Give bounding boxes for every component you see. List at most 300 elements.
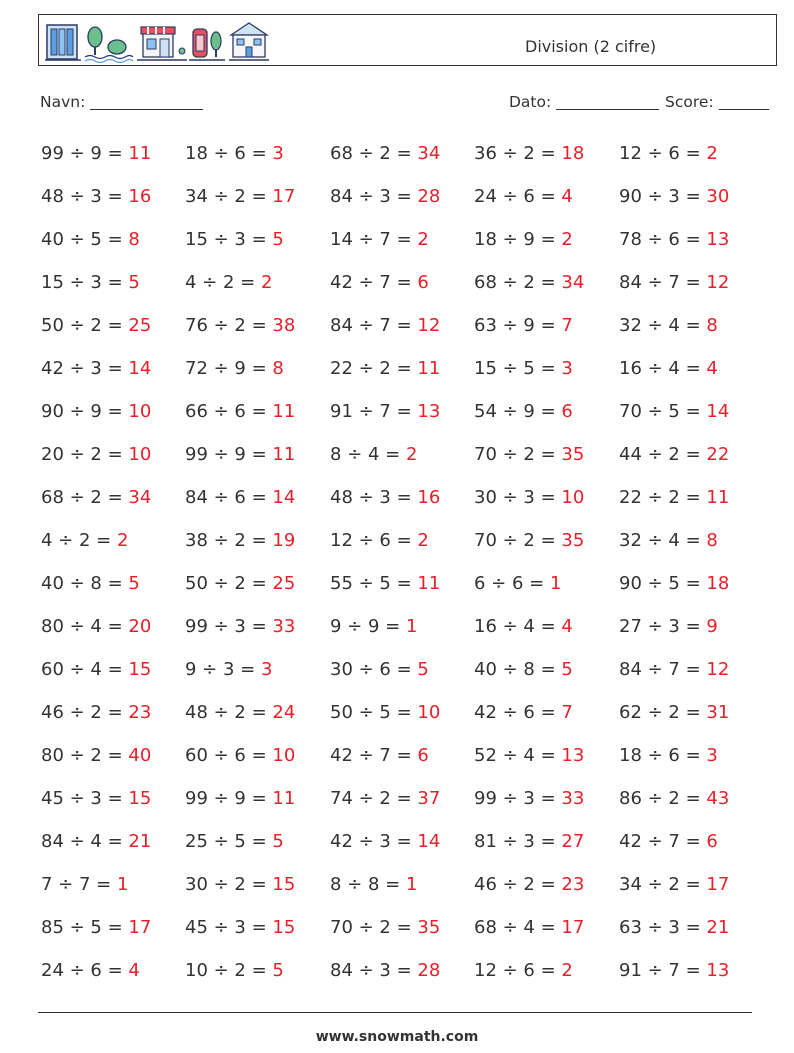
problem-answer: 2 [116,530,129,551]
division-problem [619,616,718,637]
division-problem [330,530,429,551]
problem-answer: 10 [128,444,152,465]
problem-question: 30 ÷ 6 = [330,659,418,680]
problem-question: 74 ÷ 2 = [330,788,418,809]
problem-question: 60 ÷ 4 = [41,659,129,680]
problem-question: 24 ÷ 6 = [474,186,562,207]
problem-answer: 16 [417,487,441,508]
problem-answer: 8 [272,358,284,379]
division-problem [619,917,729,938]
division-problem [41,702,151,723]
problem-answer: 14 [706,401,730,422]
footer-url: www.snowmath.com [315,1029,479,1045]
problem-question: 42 ÷ 3 = [41,358,129,379]
problem-answer: 7 [561,315,573,336]
division-problem [474,315,573,336]
problem-question: 40 ÷ 5 = [41,229,129,250]
division-problem [185,960,284,981]
problem-answer: 6 [706,831,718,852]
problem-question: 68 ÷ 2 = [474,272,562,293]
division-problem [619,960,729,981]
problem-answer: 14 [417,831,441,852]
problem-answer: 11 [706,487,730,508]
name-field [40,93,203,111]
division-problem [185,401,295,422]
header-box [38,14,777,66]
problem-answer: 15 [272,874,296,895]
division-problem [619,530,718,551]
problem-question: 18 ÷ 6 = [619,745,707,766]
problem-question: 91 ÷ 7 = [330,401,418,422]
problem-answer: 2 [561,960,573,981]
division-problem [330,229,429,250]
problem-question: 99 ÷ 9 = [41,143,129,164]
problem-answer: 6 [417,745,429,766]
problem-question: 90 ÷ 5 = [619,573,707,594]
problem-question: 30 ÷ 2 = [185,874,273,895]
division-problem [619,272,729,293]
problem-answer: 20 [128,616,152,637]
problem-answer: 13 [706,229,730,250]
division-problem [330,745,429,766]
problem-question: 42 ÷ 6 = [474,702,562,723]
problem-question: 81 ÷ 3 = [474,831,562,852]
division-problem [474,229,573,250]
problem-answer: 2 [417,530,429,551]
division-problem [619,788,729,809]
division-problem [330,272,429,293]
problem-answer: 10 [272,745,296,766]
problem-question: 36 ÷ 2 = [474,143,562,164]
division-problem [330,874,417,895]
division-problem [474,745,584,766]
problem-answer: 2 [706,143,718,164]
problem-question: 7 ÷ 7 = [41,874,117,895]
division-problem [185,444,295,465]
division-problem [41,229,140,250]
problem-answer: 8 [128,229,140,250]
division-problem [330,143,440,164]
division-problem [185,573,295,594]
footer-divider [38,1012,752,1013]
division-problem [185,530,295,551]
problem-answer: 17 [272,186,296,207]
problem-question: 46 ÷ 2 = [41,702,129,723]
division-problem [619,745,718,766]
division-problem [330,659,429,680]
problem-question: 76 ÷ 2 = [185,315,273,336]
problem-answer: 23 [128,702,152,723]
park-trees-icon [85,27,133,63]
problem-answer: 40 [128,745,152,766]
problem-answer: 18 [561,143,585,164]
division-problem [41,917,151,938]
problem-answer: 34 [128,487,152,508]
division-problem [41,616,151,637]
problem-question: 70 ÷ 2 = [474,530,562,551]
division-problem [330,960,440,981]
problem-answer: 8 [706,530,718,551]
worksheet-title: Division (2 cifre) [525,37,657,56]
problem-answer: 4 [561,616,573,637]
problem-answer: 19 [272,530,296,551]
problem-question: 84 ÷ 7 = [619,272,707,293]
division-problem [185,315,295,336]
problem-question: 9 ÷ 9 = [330,616,406,637]
problem-answer: 24 [272,702,296,723]
problem-answer: 16 [128,186,152,207]
division-problem [474,186,573,207]
problem-question: 42 ÷ 3 = [330,831,418,852]
problem-question: 48 ÷ 3 = [41,186,129,207]
division-problem [619,401,729,422]
division-problem [474,530,584,551]
problem-answer: 33 [272,616,296,637]
problem-question: 15 ÷ 3 = [41,272,129,293]
problem-question: 50 ÷ 2 = [185,573,273,594]
problem-question: 6 ÷ 6 = [474,573,550,594]
problem-answer: 15 [128,788,152,809]
problem-question: 80 ÷ 2 = [41,745,129,766]
problem-question: 42 ÷ 7 = [330,272,418,293]
problem-answer: 38 [272,315,296,336]
division-problem [619,573,729,594]
division-problem [185,745,295,766]
problem-question: 30 ÷ 3 = [474,487,562,508]
division-problem [619,143,718,164]
problem-answer: 28 [417,186,441,207]
score-label: Score: [665,93,714,111]
problem-question: 84 ÷ 3 = [330,960,418,981]
division-problem [619,315,718,336]
problem-answer: 8 [706,315,718,336]
problem-answer: 10 [417,702,441,723]
division-problem [330,831,440,852]
division-problem [185,616,295,637]
problem-question: 70 ÷ 2 = [474,444,562,465]
division-problem [185,186,295,207]
problem-question: 84 ÷ 3 = [330,186,418,207]
problem-question: 63 ÷ 9 = [474,315,562,336]
problem-answer: 14 [272,487,296,508]
division-problem [474,659,573,680]
problem-answer: 35 [561,530,585,551]
division-problem [41,315,151,336]
problem-question: 15 ÷ 5 = [474,358,562,379]
division-problem [474,573,561,594]
problem-question: 78 ÷ 6 = [619,229,707,250]
division-problem [185,702,295,723]
problem-question: 15 ÷ 3 = [185,229,273,250]
division-problem [619,186,729,207]
problem-answer: 1 [549,573,562,594]
problem-question: 38 ÷ 2 = [185,530,273,551]
problem-answer: 17 [128,917,152,938]
problem-question: 84 ÷ 7 = [619,659,707,680]
division-problem [41,186,151,207]
division-problem [41,573,140,594]
problem-answer: 11 [272,788,296,809]
problem-question: 10 ÷ 2 = [185,960,273,981]
division-problem [474,358,573,379]
problem-answer: 34 [417,143,441,164]
problem-answer: 2 [260,272,273,293]
division-problem [619,487,729,508]
problem-answer: 5 [561,659,573,680]
problem-answer: 13 [706,960,730,981]
problem-answer: 18 [706,573,730,594]
problem-answer: 5 [128,573,140,594]
problem-question: 90 ÷ 3 = [619,186,707,207]
problem-answer: 31 [706,702,730,723]
division-problem [41,788,151,809]
problem-answer: 5 [128,272,140,293]
division-problem [41,401,151,422]
problem-question: 32 ÷ 4 = [619,530,707,551]
problem-answer: 11 [272,444,296,465]
problem-question: 45 ÷ 3 = [41,788,129,809]
division-problem [474,831,584,852]
problem-question: 52 ÷ 4 = [474,745,562,766]
problem-question: 44 ÷ 2 = [619,444,707,465]
division-problem [41,659,151,680]
problem-answer: 15 [272,917,296,938]
problem-question: 90 ÷ 9 = [41,401,129,422]
score-blank[interactable] [719,93,769,110]
problem-question: 8 ÷ 4 = [330,444,406,465]
problem-question: 12 ÷ 6 = [330,530,418,551]
division-problem [185,659,272,680]
problem-question: 20 ÷ 2 = [41,444,129,465]
problem-answer: 30 [706,186,730,207]
division-problem [330,616,417,637]
division-problem [619,874,729,895]
problem-question: 84 ÷ 6 = [185,487,273,508]
problem-answer: 28 [417,960,441,981]
problem-answer: 17 [561,917,585,938]
problem-question: 68 ÷ 2 = [330,143,418,164]
problem-question: 84 ÷ 4 = [41,831,129,852]
division-problem [330,186,440,207]
division-problem [474,960,573,981]
problem-question: 25 ÷ 5 = [185,831,273,852]
problem-answer: 3 [260,659,273,680]
problem-question: 12 ÷ 6 = [619,143,707,164]
name-blank[interactable] [90,93,203,110]
division-problem [330,358,440,379]
division-problem [474,143,584,164]
problem-question: 16 ÷ 4 = [619,358,707,379]
division-problem [41,143,151,164]
problem-question: 84 ÷ 7 = [330,315,418,336]
division-problem [474,788,584,809]
problem-answer: 5 [417,659,429,680]
problem-question: 63 ÷ 3 = [619,917,707,938]
problem-question: 4 ÷ 2 = [41,530,117,551]
problem-question: 70 ÷ 5 = [619,401,707,422]
problem-question: 16 ÷ 4 = [474,616,562,637]
problem-answer: 2 [417,229,429,250]
problem-answer: 37 [417,788,441,809]
problem-answer: 15 [128,659,152,680]
problem-answer: 17 [706,874,730,895]
division-problem [41,487,151,508]
division-problem [619,358,718,379]
problem-answer: 11 [128,143,152,164]
division-problem [619,702,729,723]
problem-question: 62 ÷ 2 = [619,702,707,723]
problem-answer: 11 [272,401,296,422]
problem-question: 99 ÷ 9 = [185,444,273,465]
problem-question: 72 ÷ 9 = [185,358,273,379]
division-problem [474,917,584,938]
division-problem [41,444,151,465]
problem-answer: 5 [272,229,284,250]
problem-answer: 5 [272,831,284,852]
division-problem [474,702,573,723]
problem-answer: 25 [272,573,296,594]
problem-answer: 25 [128,315,152,336]
problem-question: 34 ÷ 2 = [619,874,707,895]
problem-answer: 23 [561,874,585,895]
problem-answer: 34 [561,272,585,293]
problem-question: 42 ÷ 7 = [619,831,707,852]
date-label: Dato: [509,93,552,111]
division-problem [330,702,440,723]
problem-answer: 6 [417,272,429,293]
problem-question: 99 ÷ 3 = [185,616,273,637]
division-problem [619,229,729,250]
problem-question: 60 ÷ 6 = [185,745,273,766]
division-problem [619,659,729,680]
division-problem [41,530,128,551]
division-problem [41,831,151,852]
division-problem [185,831,284,852]
division-problem [330,487,440,508]
problem-question: 99 ÷ 3 = [474,788,562,809]
problem-answer: 43 [706,788,730,809]
phone-booth-icon [189,29,225,60]
division-problem [330,917,440,938]
problem-question: 55 ÷ 5 = [330,573,418,594]
division-problem [185,143,284,164]
division-problem [330,315,440,336]
problem-answer: 12 [706,272,730,293]
problem-question: 18 ÷ 9 = [474,229,562,250]
problem-answer: 4 [706,358,718,379]
problem-question: 18 ÷ 6 = [185,143,273,164]
problem-question: 14 ÷ 7 = [330,229,418,250]
division-problem [330,444,417,465]
division-problem [41,272,140,293]
division-problem [619,444,729,465]
problem-answer: 13 [417,401,441,422]
problem-question: 86 ÷ 2 = [619,788,707,809]
problem-answer: 1 [116,874,129,895]
division-problem [41,874,128,895]
problem-answer: 13 [561,745,585,766]
division-problem [185,917,295,938]
division-problem [330,573,440,594]
problem-answer: 1 [405,874,418,895]
problem-answer: 3 [706,745,718,766]
problem-question: 32 ÷ 4 = [619,315,707,336]
problem-question: 46 ÷ 2 = [474,874,562,895]
problem-answer: 21 [706,917,730,938]
problem-answer: 6 [561,401,573,422]
problem-question: 12 ÷ 6 = [474,960,562,981]
problem-question: 42 ÷ 7 = [330,745,418,766]
problem-answer: 1 [405,616,418,637]
division-problem [474,487,584,508]
city-banner-illustration [45,19,270,63]
problem-question: 45 ÷ 3 = [185,917,273,938]
problem-question: 24 ÷ 6 = [41,960,129,981]
problem-answer: 14 [128,358,152,379]
problem-answer: 27 [561,831,585,852]
division-problem [185,358,284,379]
problem-question: 48 ÷ 3 = [330,487,418,508]
problem-answer: 12 [706,659,730,680]
problem-answer: 3 [561,358,573,379]
problem-question: 66 ÷ 6 = [185,401,273,422]
problem-answer: 4 [561,186,573,207]
division-problem [185,788,295,809]
problem-answer: 2 [561,229,573,250]
problem-answer: 11 [417,573,441,594]
problem-question: 99 ÷ 9 = [185,788,273,809]
problem-question: 68 ÷ 2 = [41,487,129,508]
problem-answer: 3 [272,143,284,164]
division-problem [474,272,584,293]
division-problem [41,960,140,981]
division-problem [185,229,284,250]
problem-question: 85 ÷ 5 = [41,917,129,938]
division-problem [330,788,440,809]
problem-question: 22 ÷ 2 = [619,487,707,508]
problem-answer: 10 [128,401,152,422]
problem-answer: 7 [561,702,573,723]
problem-question: 40 ÷ 8 = [474,659,562,680]
problem-answer: 33 [561,788,585,809]
problem-answer: 4 [128,960,140,981]
problem-answer: 35 [561,444,585,465]
house-icon [229,23,269,60]
division-problem [619,831,718,852]
problem-answer: 9 [706,616,718,637]
problem-question: 34 ÷ 2 = [185,186,273,207]
division-problem [185,272,272,293]
score-field [665,93,769,111]
problem-question: 50 ÷ 2 = [41,315,129,336]
problem-question: 48 ÷ 2 = [185,702,273,723]
division-problem [474,874,584,895]
shop-icon [137,27,187,60]
problem-question: 50 ÷ 5 = [330,702,418,723]
date-blank[interactable] [556,93,659,110]
division-problem [474,401,573,422]
division-problem [185,874,295,895]
division-problem [185,487,295,508]
problem-answer: 21 [128,831,152,852]
problem-answer: 2 [405,444,418,465]
problem-question: 80 ÷ 4 = [41,616,129,637]
date-field [509,93,659,111]
problem-question: 9 ÷ 3 = [185,659,261,680]
division-problem [474,444,584,465]
division-problem [474,616,573,637]
division-problem [41,745,151,766]
